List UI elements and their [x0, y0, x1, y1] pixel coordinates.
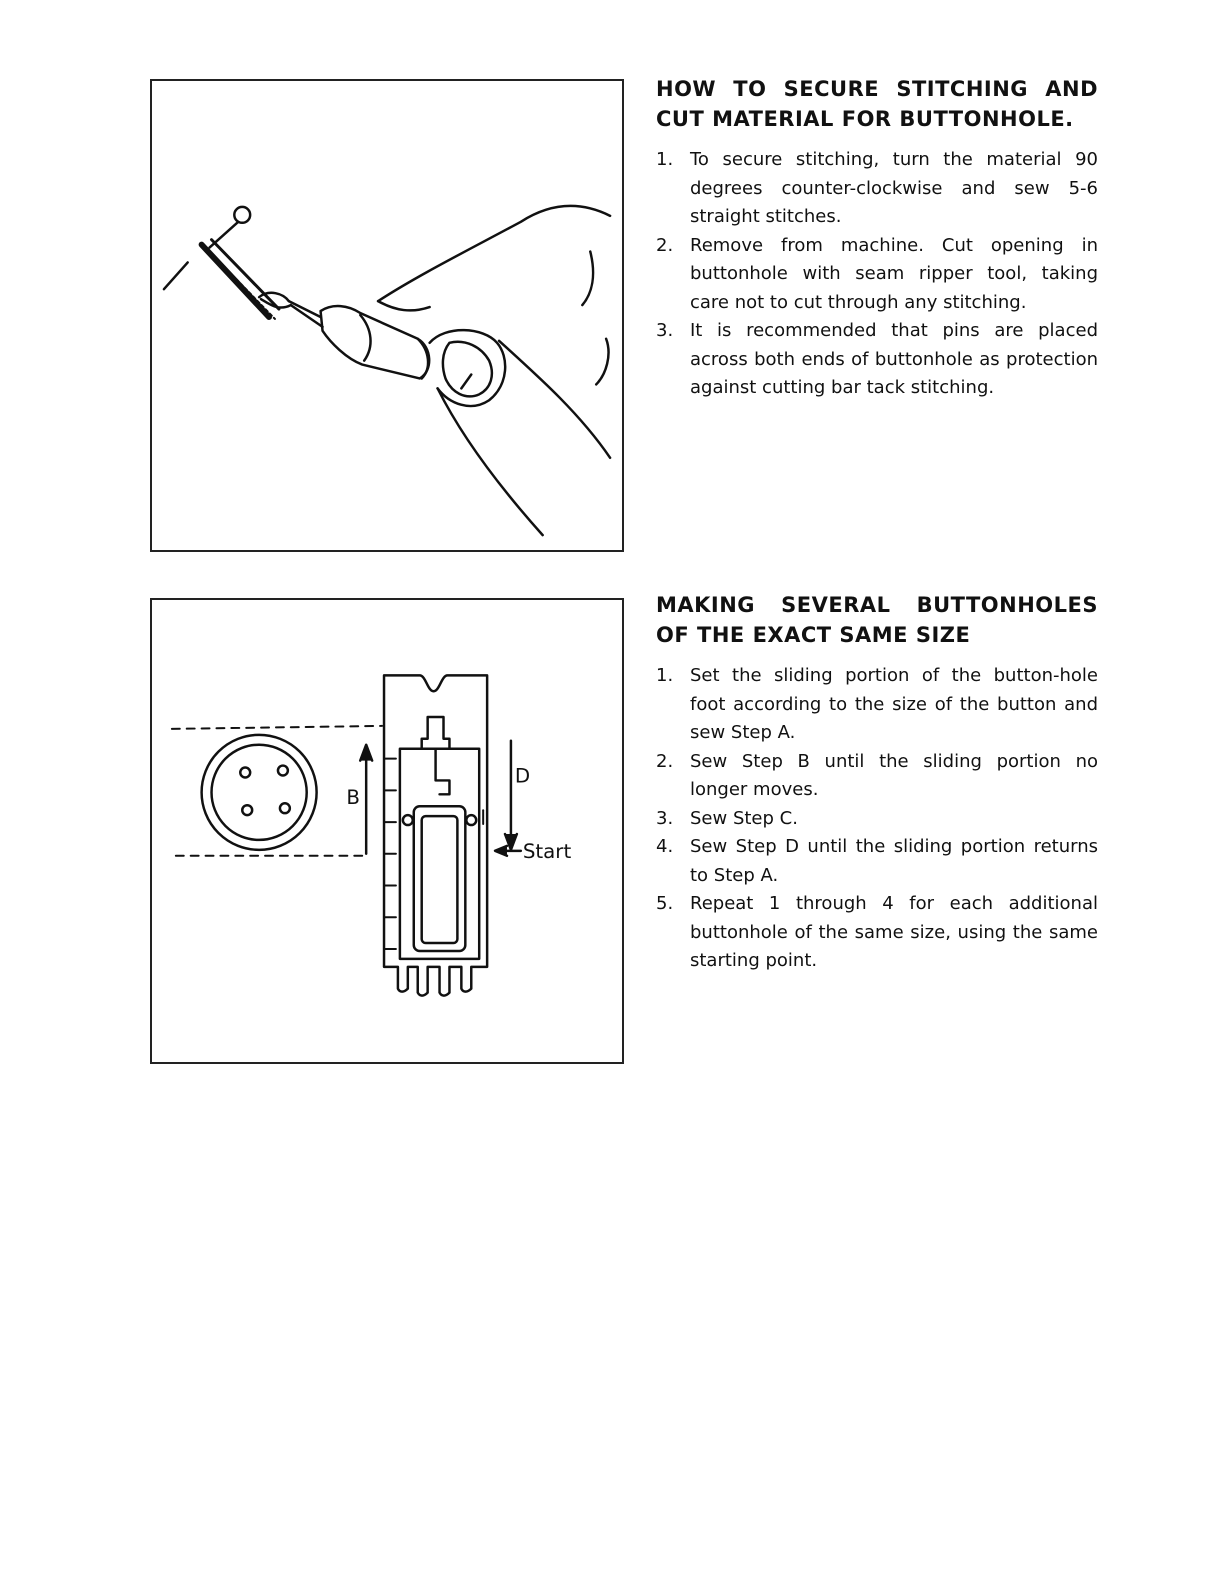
list-item	[656, 232, 1098, 318]
label-b: B	[346, 786, 360, 810]
label-start: Start	[522, 839, 572, 863]
step-number: 3.	[656, 320, 674, 341]
step-text: Set the sliding portion of the button-hole foot according to the size of the button and sew Step A.	[690, 665, 1098, 743]
step-number: 1.	[656, 149, 674, 170]
section-secure-stitching	[656, 74, 1098, 403]
step-text: It is recommended that pins are placed across both ends of buttonhole as protection against cutting bar tack stitching.	[690, 320, 1098, 398]
step-number: 2.	[656, 234, 674, 256]
step-number: 2.	[656, 750, 674, 772]
list-item	[656, 748, 1098, 805]
section-title: HOW TO SECURE STITCHING AND CUT MATERIAL FOR BUTTONHOLE.	[656, 77, 1098, 131]
step-number: 3.	[656, 807, 674, 829]
section-title: MAKING SEVERAL BUTTONHOLES OF THE EXACT SAME SIZE	[656, 593, 1098, 647]
buttonhole-foot-diagram	[150, 598, 624, 1064]
step-number: 1.	[656, 665, 674, 686]
list-item	[656, 662, 1098, 748]
step-text: Remove from machine. Cut opening in buttonhole with seam ripper tool, taking care not to cut through any stitching.	[690, 234, 1098, 313]
step-number: 5.	[656, 893, 674, 914]
list-item	[656, 890, 1098, 976]
list-item	[656, 317, 1098, 403]
step-text: Sew Step D until the sliding portion returns to Step A.	[690, 836, 1098, 886]
step-text: Repeat 1 through 4 for each additional buttonhole of the same size, using the same starting point.	[690, 893, 1098, 971]
section-several-buttonholes	[656, 590, 1098, 976]
step-number: 4.	[656, 836, 674, 857]
list-item	[656, 833, 1098, 890]
step-list	[656, 146, 1098, 403]
step-text: To secure stitching, turn the material 90 degrees counter-clockwise and sew 5-6 straight stitches.	[690, 149, 1098, 227]
step-text: Sew Step C.	[690, 807, 798, 829]
step-list	[656, 662, 1098, 976]
step-text: Sew Step B until the sliding portion no longer moves.	[690, 750, 1098, 800]
seam-ripper-illustration	[150, 79, 624, 552]
list-item	[656, 146, 1098, 232]
list-item	[656, 805, 1098, 834]
label-d: D	[514, 764, 531, 788]
